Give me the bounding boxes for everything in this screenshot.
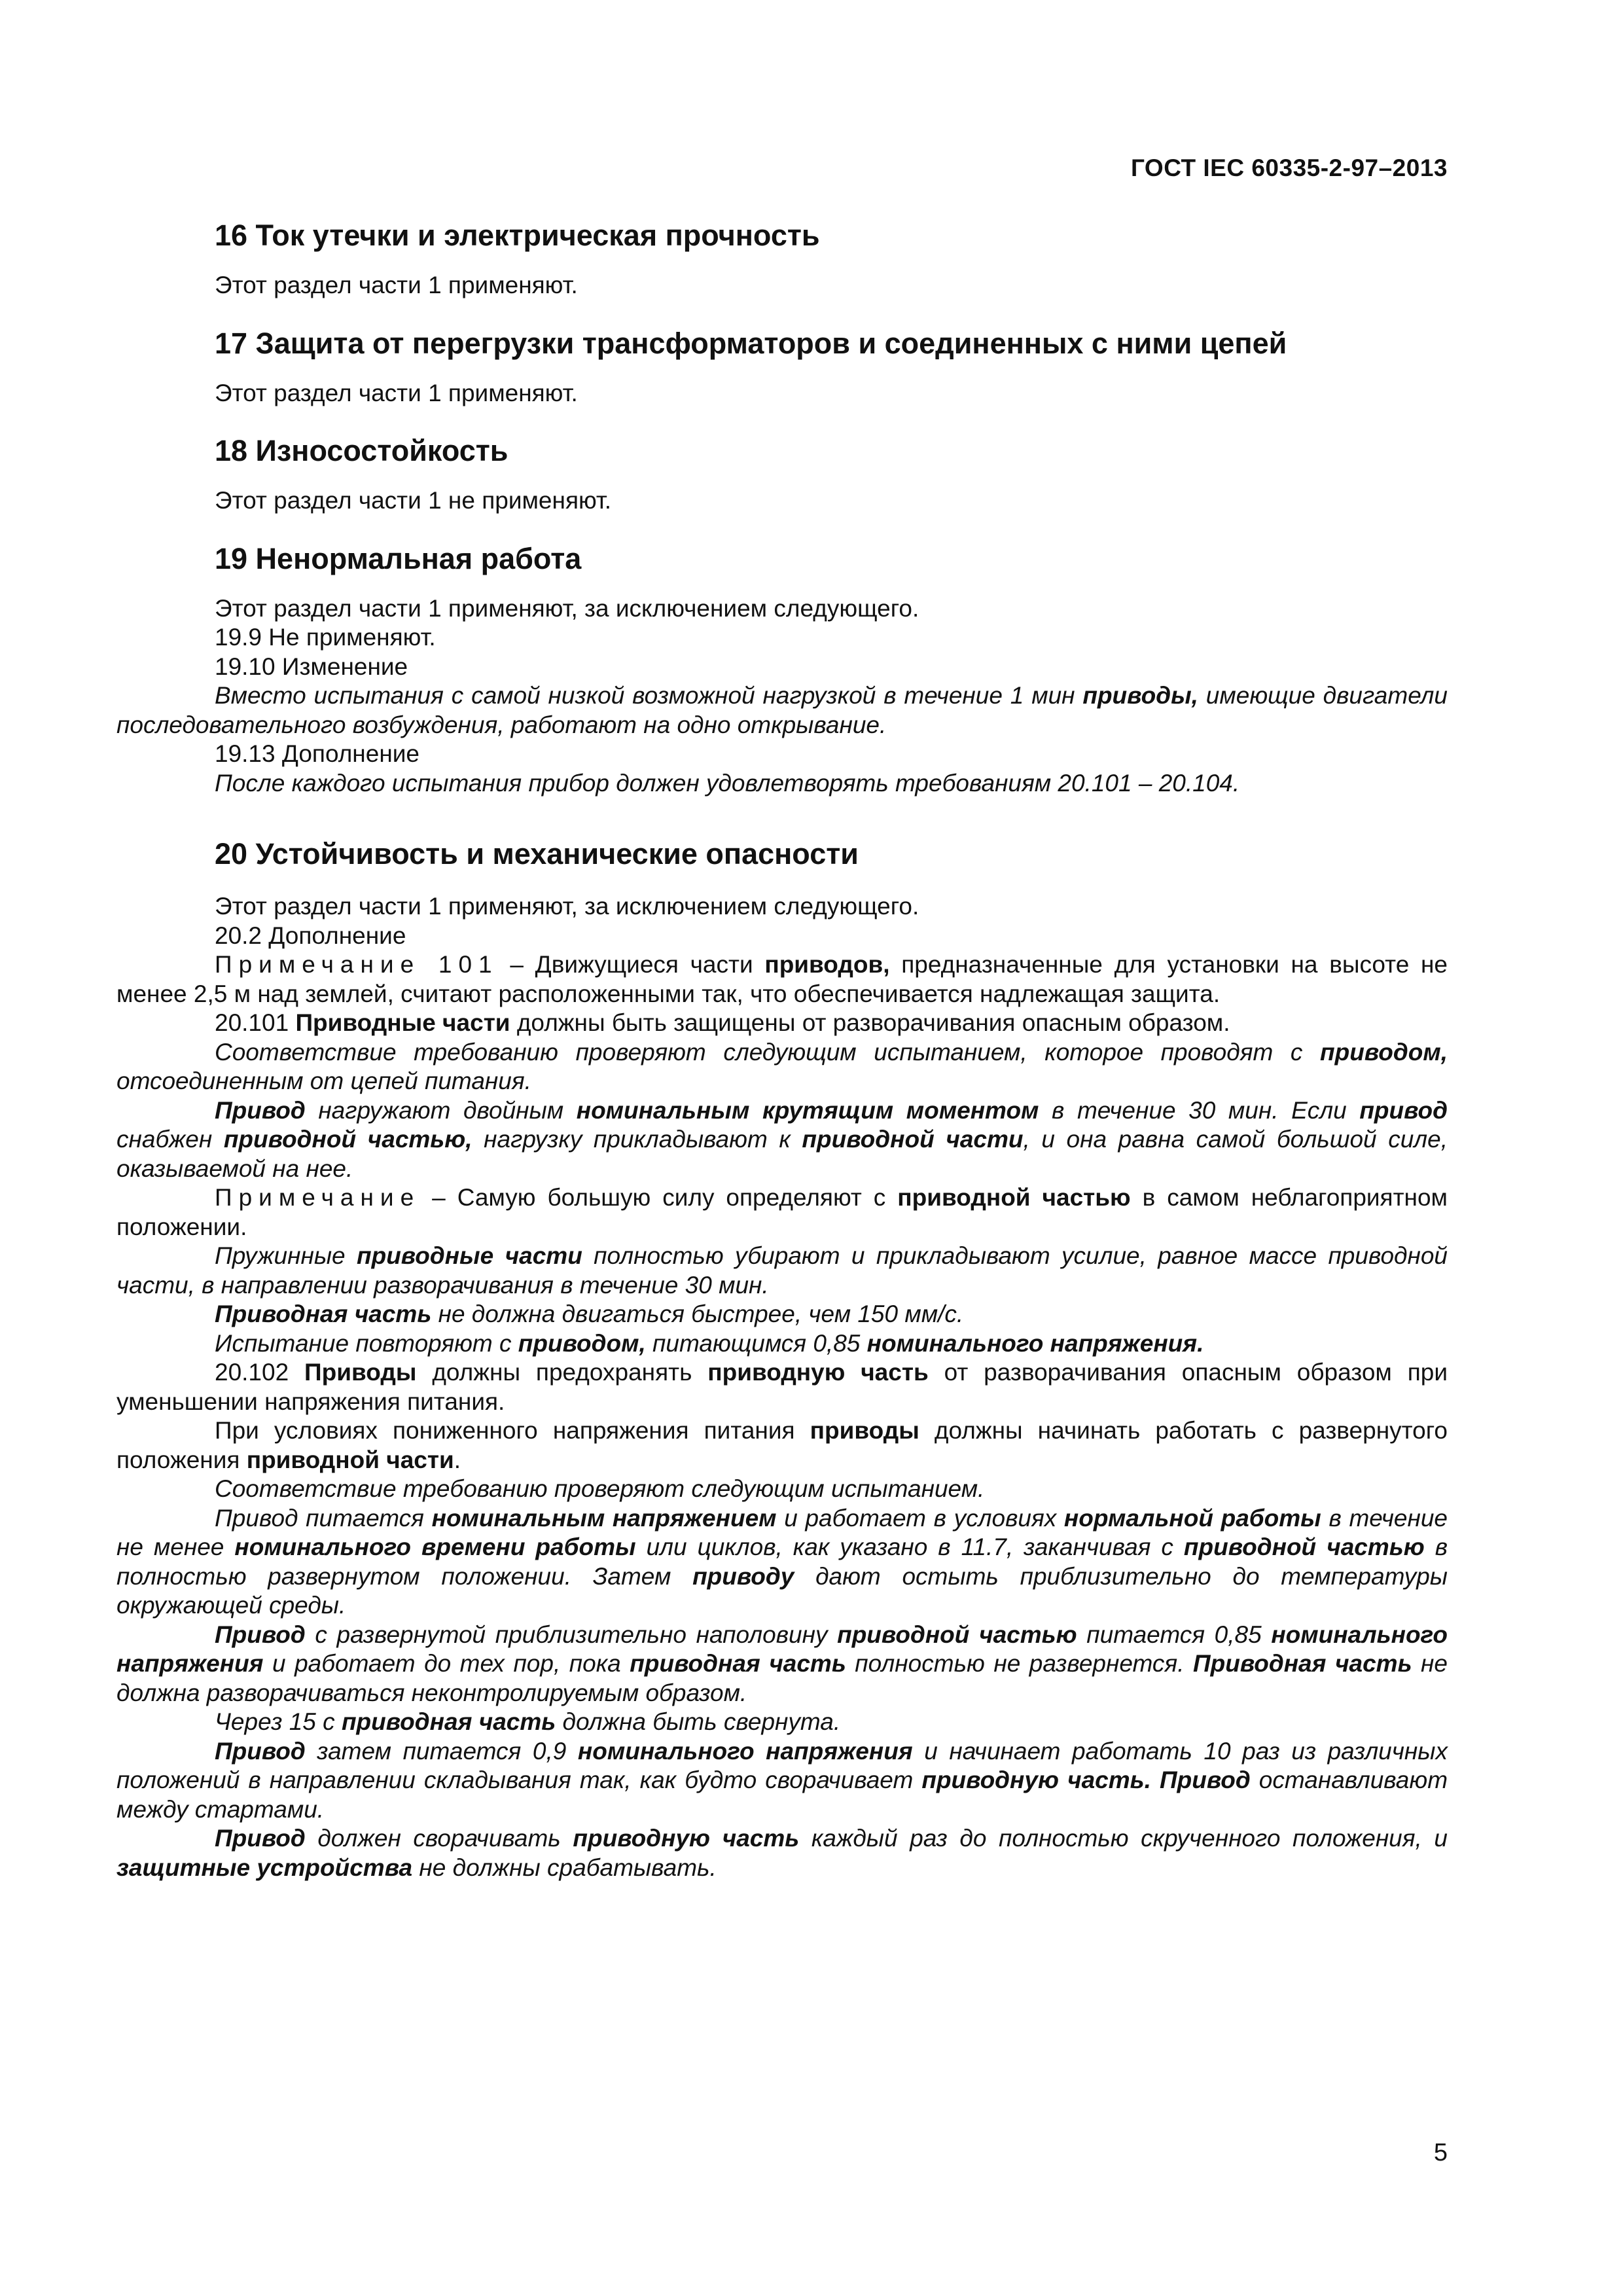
compliance-5: Испытание повторяют с приводом, питающимся 0,85 номинального напряжения. bbox=[215, 1329, 1204, 1357]
section-18-text: Этот раздел части 1 не применяют. bbox=[215, 487, 612, 514]
compliance-10: Привод затем питается 0,9 номинального напряжения и начинает работать 10 раз из различных положений в направлении складывания так, как будто сворачивает приводную часть. Привод останавливают между стартами. bbox=[116, 1737, 1448, 1823]
section-17-text: Этот раздел части 1 применяют. bbox=[215, 379, 578, 406]
section-19-text-2: 19.9 Не применяют. bbox=[215, 624, 436, 651]
compliance-4: Приводная часть не должна двигаться быстрее, чем 150 мм/с. bbox=[215, 1300, 964, 1327]
compliance-1: Соответствие требованию проверяют следующим испытанием, которое проводят с приводом, отсоединенным от цепей питания. bbox=[116, 1038, 1448, 1094]
compliance-2: Привод нагружают двойным номинальным крутящим моментом в течение 30 мин. Если привод снабжен приводной частью, нагрузку прикладывают к приводной части, и она равна самой большой силе, оказываемой на нее. bbox=[116, 1096, 1448, 1182]
section-20-note: Примечание – Самую большую силу определяют с приводной частью в самом неблагоприятном положении. bbox=[116, 1184, 1448, 1240]
section-16-text: Этот раздел части 1 применяют. bbox=[215, 272, 578, 298]
section-20-title: 20 Устойчивость и механические опасности bbox=[215, 837, 859, 870]
section-19-text-4: Вместо испытания с самой низкой возможной нагрузкой в течение 1 мин приводы, имеющие двигатели последовательного возбуждения, работают на одно открывание. bbox=[116, 682, 1448, 738]
clause-20-101: 20.101 Приводные части должны быть защищены от разворачивания опасным образом. bbox=[215, 1009, 1230, 1036]
section-19-title: 19 Ненормальная работа bbox=[215, 541, 582, 575]
document-header: ГОСТ IEC 60335-2-97–2013 bbox=[1130, 154, 1448, 181]
section-16-title: 16 Ток утечки и электрическая прочность bbox=[215, 219, 820, 252]
compliance-11: Привод должен сворачивать приводную часть каждый раз до полностью скрученного положения, и защитные устройства не должны срабатывать. bbox=[116, 1825, 1448, 1881]
document-page bbox=[116, 0, 1448, 2296]
section-19-text-5: 19.13 Дополнение bbox=[215, 740, 420, 767]
compliance-9: Через 15 с приводная часть должна быть свернута. bbox=[215, 1708, 841, 1735]
document-body bbox=[116, 216, 1448, 1882]
section-20-text-2: 20.2 Дополнение bbox=[215, 922, 406, 949]
section-20-text-1: Этот раздел части 1 применяют, за исключением следующего. bbox=[215, 893, 919, 920]
section-17-title: 17 Защита от перегрузки трансформаторов и соединенных с ними цепей bbox=[215, 326, 1287, 360]
page-number: 5 bbox=[1433, 2139, 1448, 2166]
clause-20-102-cont: При условиях пониженного напряжения питания приводы должны начинать работать с развернутого положения приводной части. bbox=[116, 1417, 1448, 1473]
compliance-3: Пружинные приводные части полностью убирают и прикладывают усилие, равное массе приводной части, в направлении разворачивания в течение 30 мин. bbox=[116, 1242, 1448, 1299]
section-19-text-6: После каждого испытания прибор должен удовлетворять требованиям 20.101 – 20.104. bbox=[215, 769, 1240, 797]
section-19-text-3: 19.10 Изменение bbox=[215, 653, 408, 680]
section-19-text-1: Этот раздел части 1 применяют, за исключением следующего. bbox=[215, 594, 919, 622]
section-20-note-101: Примечание 101 – Движущиеся части приводов, предназначенные для установки на высоте не менее 2,5 м над землей, считают расположенными так, что обеспечивается надлежащая защита. bbox=[116, 951, 1448, 1007]
section-18-title: 18 Износостойкость bbox=[215, 434, 508, 467]
compliance-8: Привод с развернутой приблизительно наполовину приводной частью питается 0,85 номинального напряжения и работает до тех пор, пока приводная часть полностью не развернется. Приводная часть не должна разворачиваться неконтролируемым образом. bbox=[116, 1621, 1448, 1706]
compliance-6: Соответствие требованию проверяют следующим испытанием. bbox=[215, 1475, 985, 1502]
compliance-7: Привод питается номинальным напряжением и работает в условиях нормальной работы в течение не менее номинального времени работы или циклов, как указано в 11.7, заканчивая с приводной частью в полностью развернутом положении. Затем приводу дают остыть приблизительно до температуры окружающей среды. bbox=[116, 1504, 1448, 1619]
clause-20-102: 20.102 Приводы должны предохранять приводную часть от разворачивания опасным образом при уменьшении напряжения питания. bbox=[116, 1359, 1448, 1415]
